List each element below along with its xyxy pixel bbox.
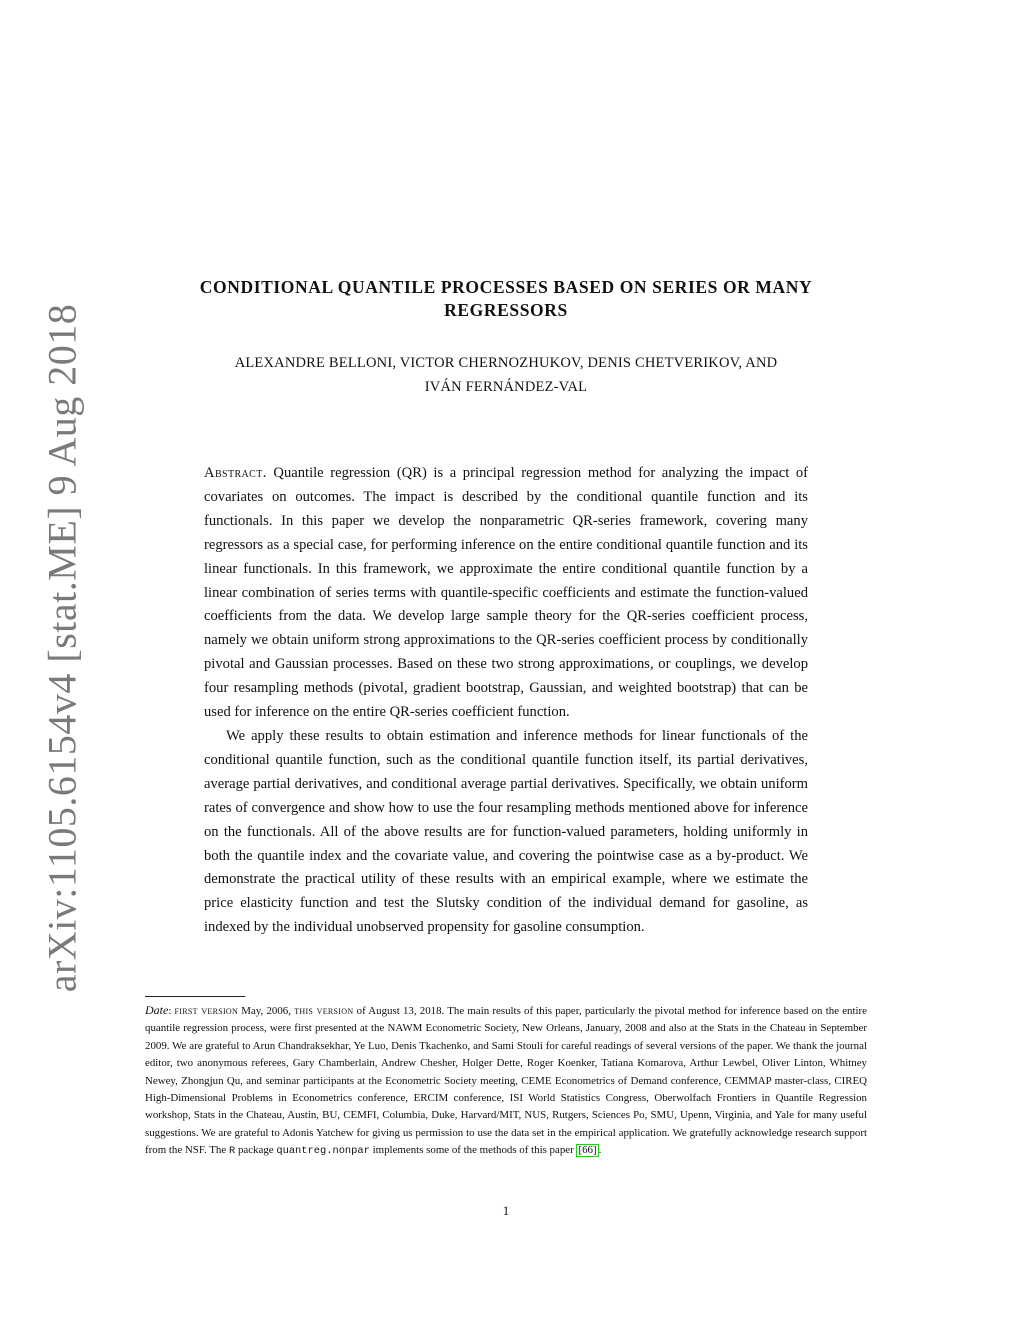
footnote-body: The main results of this paper, particularly the pivotal method for inference based on the entire quantile regression process, were first presented at the NAWM Econometric Society, New Orleans, January, 2008 and also at the Stats in the Chateau in September 2009. We are grateful to Arun Chandraksekhar, Ye Luo, Denis Tkachenko, and Sami Stouli for careful readings of several versions of the paper. We thank the journal editor, two anonymous referees, Gary Chamberlain, Andrew Chesher, Holger Dette, Roger Koenker, Tatiana Komarova, Arthur Lewbel, Oliver Linton, Whitney Newey, Zhongjun Qu, and seminar participants at the Econometric Society meeting, CEME Econometrics of Demand conference, CEMMAP master-class, CIREQ High-Dimensional Problems in Econometrics conference, ERCIM conference, ISI World Statistics Congress, Oberwolfach Frontiers in Quantile Regression workshop, Stats in the Chateau, Austin, BU, CEMFI, Columbia, Duke, Harvard/MIT, NUS, Rutgers, Sciences Po, SMU, Upenn, Virginia, and Yale for many useful suggestions. We are grateful to Adonis Yatchew for giving us permission to use the data set in the empirical application. We gratefully acknowledge research support from the NSF. The [145,1005,867,1157]
authors-line-2: IVÁN FERNÁNDEZ-VAL [424,379,588,395]
this-version-label: this version [294,1005,354,1017]
abstract-paragraph-1 [204,462,808,725]
footnote-end: . [598,1144,602,1157]
r-language-label: R [228,1145,236,1158]
abstract [204,462,808,940]
footnote-divider [145,996,245,997]
citation-link[interactable]: [66] [578,1144,597,1157]
author-list [150,351,862,399]
date-footnote: Date: first version May, 2006, this version of August 13, 2018. The main results of this paper, particularly the pivotal method for inference based on the entire quantile regression process, were first presented at the NAWM Econometric Society, New Orleans, January, 2008 and also at the Stats in the Chateau in September 2009. We are grateful to Arun Chandraksekhar, Ye Luo, Denis Tkachenko, and Sami Stouli for careful readings of several versions of the paper. We thank the journal editor, two anonymous referees, Gary Chamberlain, Andrew Chesher, Holger Dette, Roger Koenker, Tatiana Komarova, Arthur Lewbel, Oliver Linton, Whitney Newey, Zhongjun Qu, and seminar participants at the Econometric Society meeting, CEME Econometrics of Demand conference, CEMMAP master-class, CIREQ High-Dimensional Problems in Econometrics conference, ERCIM conference, ISI World Statistics Congress, Oberwolfach Frontiers in Quantile Regression workshop, Stats in the Chateau, Austin, BU, CEMFI, Columbia, Duke, Harvard/MIT, NUS, Rutgers, Sciences Po, SMU, Upenn, Virginia, and Yale for many useful suggestions. We are grateful to Adonis Yatchew for giving us permission to use the data set in the empirical application. We gratefully acknowledge research support from the NSF. The R package quantreg.nonpar implements some of the methods of this paper [66] . [145,1003,867,1158]
this-version-date: of August 13, 2018. [356,1005,445,1017]
first-version-date: May, 2006, [241,1005,291,1017]
package-name: quantreg.nonpar [276,1145,370,1158]
authors-line-1: ALEXANDRE BELLONI, VICTOR CHERNOZHUKOV, DENIS CHETVERIKOV, AND [234,355,778,371]
page-number: 1 [502,1203,510,1218]
paper-title: CONDITIONAL QUANTILE PROCESSES BASED ON SERIES OR MANY REGRESSORS [199,277,813,320]
abstract-text-1: Quantile regression (QR) is a principal regression method for analyzing the impact of covariates on outcomes. The impact is described by the conditional quantile function and its functionals. In this paper we develop the nonparametric QR-series framework, covering many regressors as a special case, for performing inference on the entire conditional quantile function and its linear functionals. In this framework, we approximate the entire conditional quantile function by a linear combination of series terms with quantile-specific coefficients and estimate the function-valued coefficients from the data. We develop large sample theory for the QR-series coefficient process, namely we obtain uniform strong approximations to the QR-series coefficient process by conditionally pivotal and Gaussian processes. Based on these two strong approximations, or couplings, we develop four resampling methods (pivotal, gradient bootstrap, Gaussian, and weighted bootstrap) that can be used for inference on the entire QR-series coefficient function. [204,465,808,721]
abstract-label: Abstract. [204,465,267,481]
arxiv-identifier-stamp: arXiv:1105.6154v4 [stat.ME] 9 Aug 2018 [39,303,85,993]
abstract-paragraph-2: We apply these results to obtain estimation and inference methods for linear functionals of the conditional quantile function, such as the conditional quantile function itself, its partial derivatives, average partial derivatives, and conditional average partial derivatives. Specifically, we obtain uniform rates of convergence and show how to use the four resampling methods mentioned above for inference on the functionals. All of the above results are for function-valued parameters, holding uniformly in both the quantile index and the covariate value, and covering the pointwise case as a by-product. We demonstrate the practical utility of these results with an empirical example, where we estimate the price elasticity function and test the Slutsky condition of the individual demand for gasoline, as indexed by the individual unobserved propensity for gasoline consumption. [204,727,808,936]
package-description: implements some of the methods of this paper [372,1144,574,1157]
footnote-date-label: Date [145,1003,169,1017]
first-version-label: first version [174,1005,239,1017]
package-word: package [237,1144,274,1157]
